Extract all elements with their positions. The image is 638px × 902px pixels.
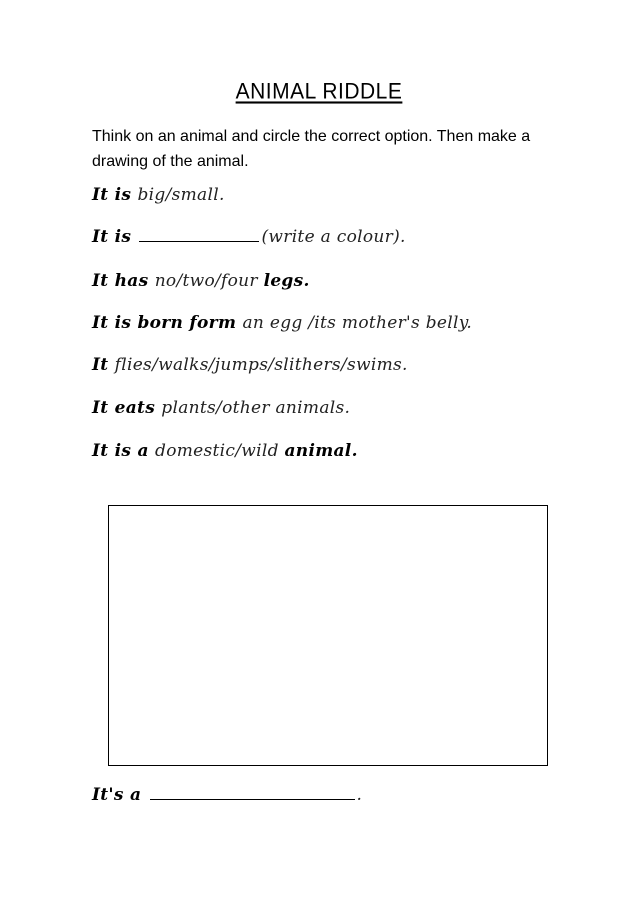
type-suffix: animal. — [284, 441, 358, 461]
size-options: big/small. — [137, 185, 225, 205]
colour-hint: (write a colour). — [261, 227, 406, 247]
line-movement — [92, 355, 408, 375]
type-options: domestic/wild — [155, 441, 285, 461]
answer-prefix: It's a — [92, 785, 148, 805]
line-answer — [92, 785, 362, 805]
instructions-text: Think on an animal and circle the correct option. Then make a drawing of the animal. — [92, 128, 531, 170]
born-options: an egg /its mother's belly. — [242, 313, 473, 333]
animal-answer-blank[interactable] — [150, 798, 355, 800]
line-diet — [92, 398, 350, 418]
colour-prefix: It is — [92, 227, 138, 247]
diet-prefix: It eats — [92, 398, 162, 418]
size-prefix: It is — [92, 185, 138, 205]
line-size — [92, 185, 225, 205]
line-born — [92, 313, 472, 333]
movement-prefix: It — [92, 355, 115, 375]
line-type — [92, 441, 358, 461]
line-legs — [92, 271, 310, 291]
type-prefix: It is a — [92, 441, 156, 461]
legs-options: no/two/four — [154, 271, 264, 291]
diet-options: plants/other animals. — [161, 398, 351, 418]
born-prefix: It is born form — [92, 313, 243, 333]
title-text: ANIMAL RIDDLE — [235, 79, 403, 104]
line-colour — [92, 227, 406, 247]
movement-options: flies/walks/jumps/slithers/swims. — [114, 355, 408, 375]
legs-suffix: legs. — [263, 271, 310, 291]
drawing-box[interactable] — [108, 505, 548, 766]
colour-answer-blank[interactable] — [139, 240, 259, 242]
answer-suffix: . — [356, 785, 363, 805]
legs-prefix: It has — [92, 271, 155, 291]
worksheet-title — [0, 80, 638, 104]
